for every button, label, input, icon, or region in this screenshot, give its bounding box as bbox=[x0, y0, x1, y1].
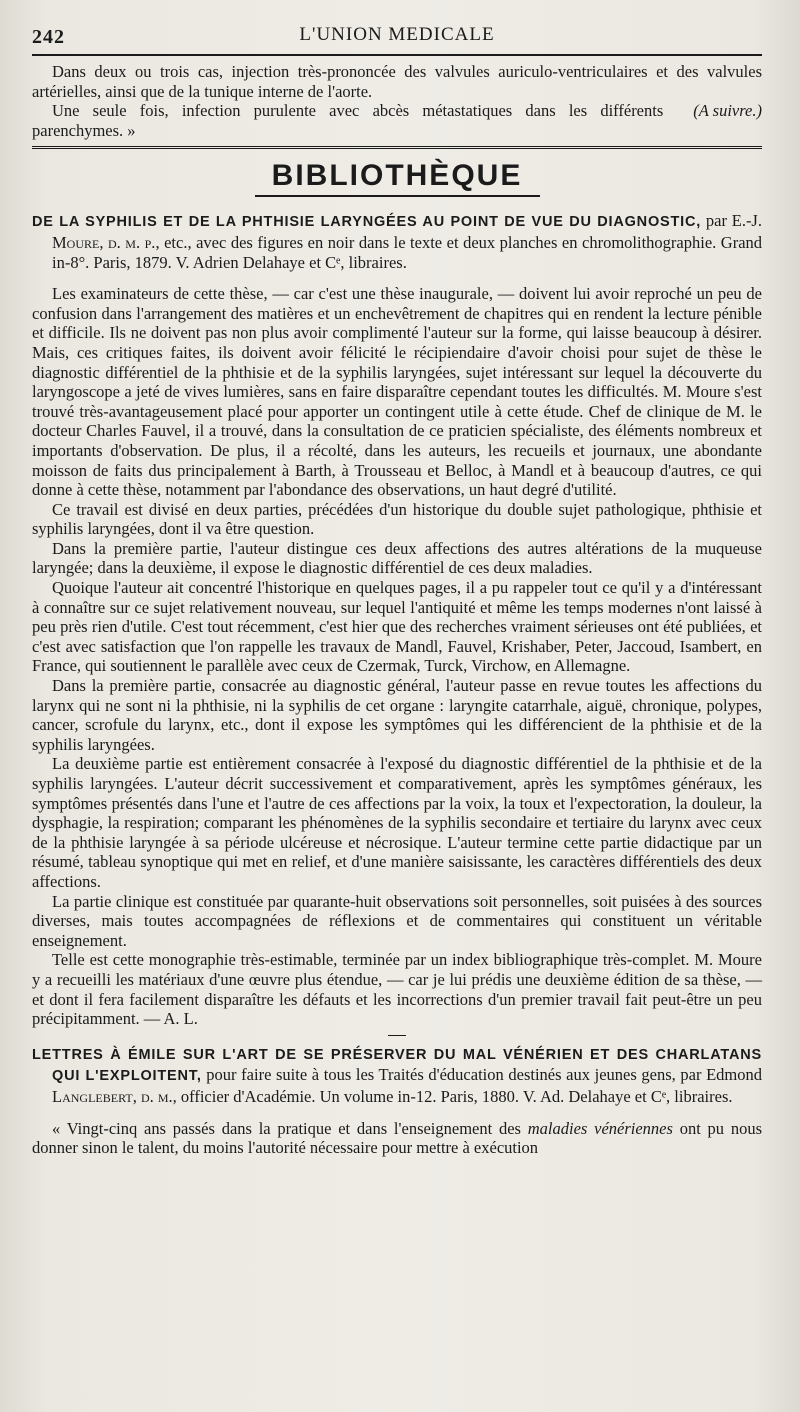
review-paragraph: Quoique l'auteur ait concentré l'historique en quelques pages, il a pu rappeler tout ce qu'il y a d'intéressant à connaître sur ce sujet relativement nouveau, sur lequel l'antiquité et même les temps modernes n'ont laissé à peu près rien d'utile. C'est tout récemment, c'est hier que des recherches vraiment sérieuses ont été publiées, et c'est avec satisfaction que l'on rappelle les travaux de Mandl, Fauvel, Krishaber, Peter, Jaccoud, Isambert, en France, qui soutiennent le parallèle avec ceux de Czermak, Turck, Virchow, en Allemagne. bbox=[32, 578, 762, 676]
review-paragraph: La deuxième partie est entièrement consacrée à l'exposé du diagnostic différentiel de la phthisie et de la syphilis laryngées. L'auteur décrit successivement et comparativement, après les symptômes généraux, les symptômes présentés dans l'une et l'autre de ces affections par la voix, la toux et l'expectoration, la douleur, la dysphagie, la respiration; comparant les phénomènes de la syphilis secondaire et tertiaire du larynx avec ceux de la phthisie laryngée à sa période ulcéreuse et nécrosique. L'auteur termine cette partie didactique par un résumé, tableau synoptique qui met en relief, et d'une manière saisissante, les caractères différentiels des deux affections. bbox=[32, 754, 762, 891]
spacer bbox=[32, 272, 762, 284]
review-title: DE LA SYPHILIS ET DE LA PHTHISIE LARYNGÉES AU POINT DE VUE DU DIAGNOSTIC, bbox=[32, 214, 702, 231]
page-number: 242 bbox=[32, 26, 65, 48]
to-be-continued: (A suivre.) bbox=[693, 101, 762, 121]
review-body bbox=[32, 1119, 762, 1158]
review-author: Langlebert bbox=[52, 1086, 133, 1106]
review-paragraph-text: ont pu nous donner sinon le talent, du moins l'autorité nécessaire pour mettre à exécution bbox=[32, 1118, 762, 1158]
spacer bbox=[32, 1107, 762, 1119]
review-heading-text: , bbox=[132, 1086, 141, 1106]
header-rule bbox=[32, 54, 762, 56]
section-divider bbox=[32, 146, 762, 149]
review-author-degree: d. m. bbox=[140, 1086, 173, 1106]
review-paragraph: Dans la première partie, consacrée au diagnostic général, l'auteur passe en revue toutes les affections du larynx qui ne sont ni la phthisie, ni la syphilis de cet organe : laryngite catarrhale, aiguë, chronique, polypes, cancer, scrofule du larynx, etc., dont il expose les symptômes qui les différencient de la phthisie et de la syphilis laryngées. bbox=[32, 676, 762, 754]
previous-paragraph-text: Une seule fois, infection purulente avec abcès métastatiques dans les différents parenchymes. » bbox=[32, 101, 664, 140]
review-paragraph bbox=[32, 1119, 762, 1158]
review-title: LETTRES À ÉMILE SUR L'ART DE SE PRÉSERVER DU MAL VÉNÉRIEN ET DES CHARLATANS QUI L'EXPLOITENT, bbox=[32, 1046, 762, 1085]
review-paragraph-text: « Vingt-cinq ans passés dans la pratique et dans l'enseignement des bbox=[52, 1118, 528, 1138]
journal-title: L'UNION MEDICALE bbox=[299, 24, 495, 45]
review-body bbox=[32, 284, 762, 1029]
review-publication-details: , etc., avec des figures en noir dans le texte et deux planches en chromolithographie. Grand in-8°. Paris, 1879. V. Adrien Delahaye et Cᵉ, libraires. bbox=[52, 232, 763, 272]
previous-paragraph-last bbox=[32, 101, 762, 140]
review-heading-text: , bbox=[99, 232, 108, 252]
review-heading-text: par E.-J. bbox=[701, 211, 762, 231]
previous-paragraph: Dans deux ou trois cas, injection très-prononcée des valvules auriculo-ventriculaires et des valvules artérielles, ainsi que de la tunique interne de l'aorte. bbox=[32, 62, 762, 101]
review-paragraph-italic: maladies vénériennes bbox=[527, 1118, 673, 1138]
review-paragraph: Dans la première partie, l'auteur distingue ces deux affections des autres altérations de la muqueuse laryngée; dans la deuxième, il expose le diagnostic différentiel de ces deux maladies. bbox=[32, 538, 762, 578]
review-paragraph: Telle est cette monographie très-estimable, terminée par un index bibliographique très-complet. M. Moure y a recueilli les matériaux d'une œuvre plus étendue, — car je lui prédis une deuxième édition de sa thèse, — et dont il fera facilement disparaître les défauts et les incorrections d'un premier travail fait peut-être un peu précipitamment. — A. L. bbox=[32, 950, 762, 1029]
review-paragraph: Ce travail est divisé en deux parties, précédées d'un historique du double sujet pathologique, phthisie et syphilis laryngées, dont il va être question. bbox=[32, 499, 762, 539]
section-title-rule bbox=[255, 195, 540, 197]
previous-article-end bbox=[32, 62, 762, 140]
review-author: Moure bbox=[52, 232, 100, 252]
section-title: BIBLIOTHÈQUE bbox=[271, 159, 523, 193]
running-header bbox=[32, 22, 762, 52]
review-paragraph: La partie clinique est constituée par quarante-huit observations soit personnelles, soit puisées à des sources diverses, mais toutes accompagnées de réflexions et de commentaires qui constituent un véritable enseignement. bbox=[32, 891, 762, 950]
review-author-degree: d. m. p. bbox=[108, 232, 156, 252]
review-heading bbox=[32, 1044, 762, 1107]
review-heading bbox=[32, 211, 762, 272]
review-publication-details: , officier d'Académie. Un volume in-12. Paris, 1880. V. Ad. Delahaye et Cᵉ, libraires. bbox=[172, 1086, 733, 1106]
review-paragraph: Les examinateurs de cette thèse, — car c'est une thèse inaugurale, — doivent lui avoir reproché un peu de confusion dans l'arrangement des matières et un enchevêtrement de chapitres qui en rendent la lecture pénible et difficile. Ils ne doivent pas non plus avoir complimenté l'auteur sur la forme, qui laisse beaucoup à désirer. Mais, ces critiques faites, ils doivent avoir félicité le récipiendaire d'avoir choisi pour sujet de thèse le diagnostic différentiel de la phthisie et de la syphilis laryngées, sujet intéressant sur lequel la découverte du laryngoscope a jeté de vives lumières, sans en faire disparaître cependant toutes les difficultés. M. Moure s'est trouvé très-avantageusement placé pour apporter un contingent utile à cette étude. Chef de clinique de M. le docteur Charles Fauvel, il a trouvé, dans la consultation de ce praticien spécialiste, des éléments nombreux et importants d'observation. De plus, il a récolté, dans les auteurs, les recueils et journaux, une abondante moisson de faits dus principalement à Barth, à Trousseau et Belloc, à Mandl et à beaucoup d'autres, ce qui donne à cette thèse, notamment par l'abondance des observations, un haut degré d'utilité. bbox=[32, 284, 762, 500]
entry-separator bbox=[388, 1035, 406, 1036]
review-heading-text: pour faire suite à tous les Traités d'éducation destinés aux jeunes gens, par Edmond bbox=[201, 1065, 762, 1085]
